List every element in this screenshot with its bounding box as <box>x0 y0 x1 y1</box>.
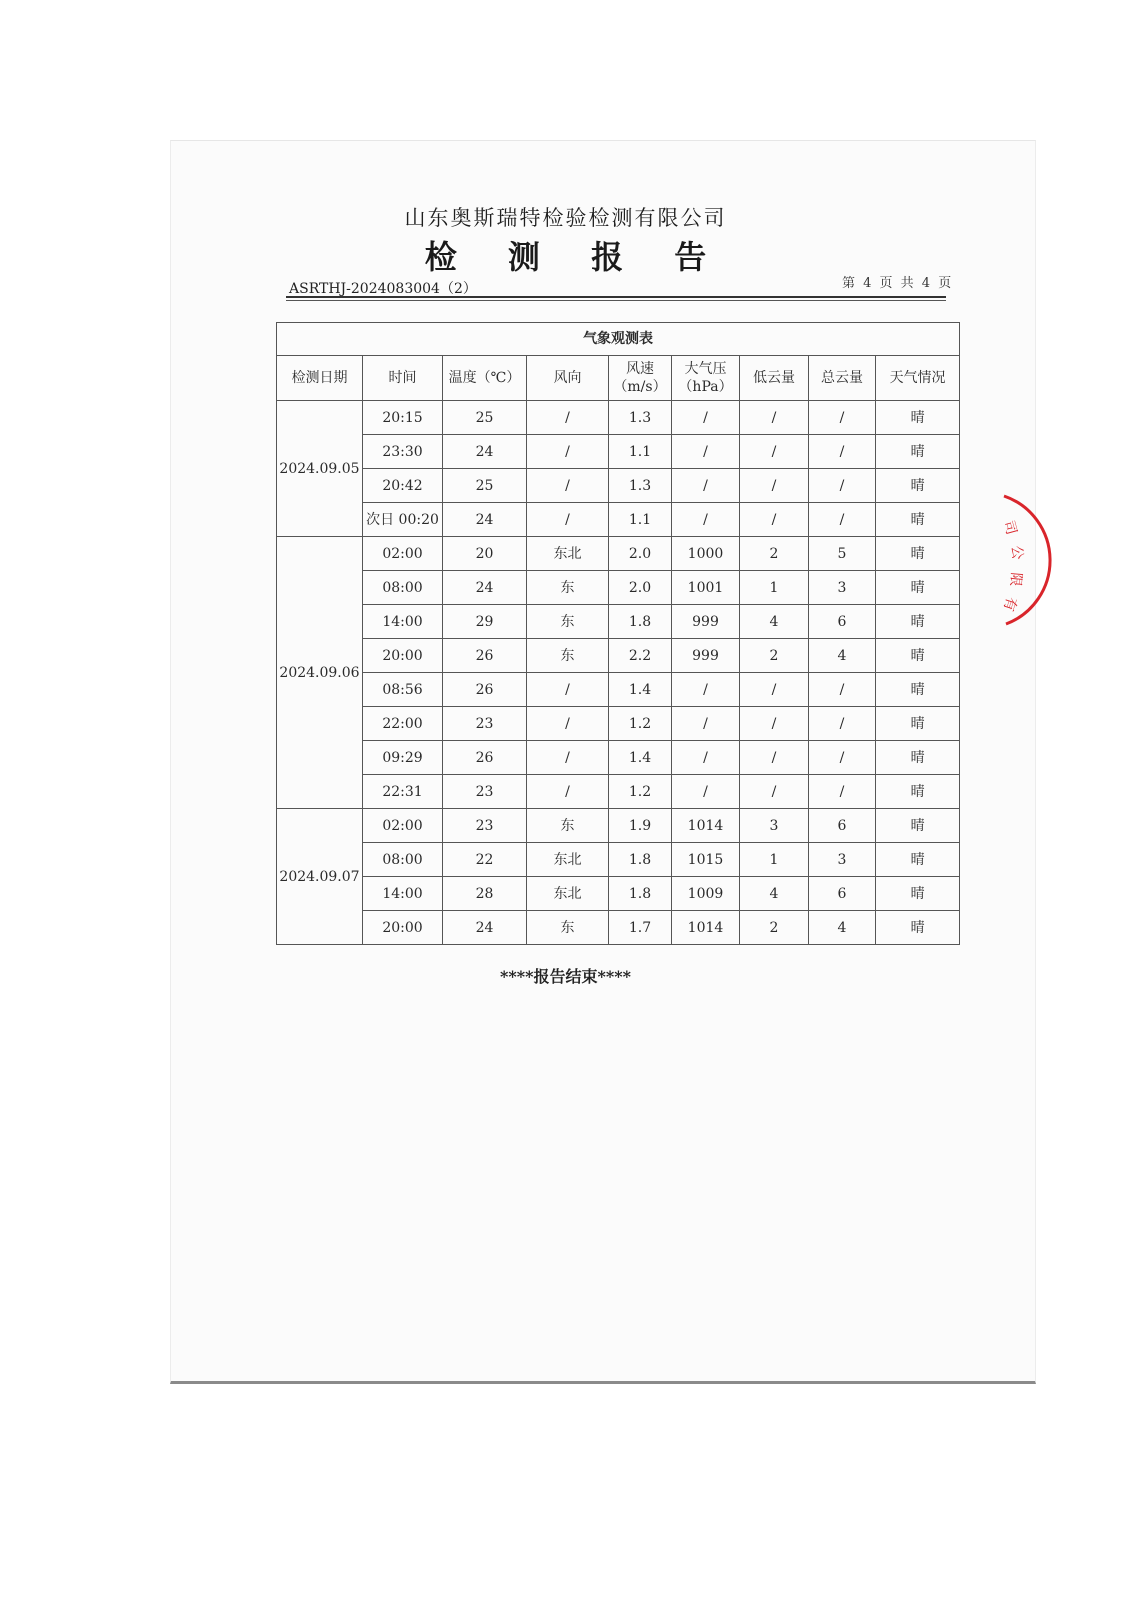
cell-low-cloud: 2 <box>740 639 809 673</box>
cell-wind-speed: 1.8 <box>609 843 672 877</box>
cell-wind-direction: / <box>527 741 609 775</box>
cell-total-cloud: / <box>809 503 876 537</box>
cell-wind-speed: 1.7 <box>609 911 672 945</box>
cell-time: 22:00 <box>363 707 443 741</box>
table-row <box>277 571 960 605</box>
cell-pressure: / <box>672 707 740 741</box>
header-rule-thin <box>286 300 946 301</box>
table-row <box>277 809 960 843</box>
cell-weather: 晴 <box>876 571 960 605</box>
table-row <box>277 605 960 639</box>
cell-weather: 晴 <box>876 741 960 775</box>
cell-pressure: / <box>672 673 740 707</box>
cell-total-cloud: 6 <box>809 809 876 843</box>
cell-temperature: 26 <box>443 639 527 673</box>
cell-total-cloud: 4 <box>809 639 876 673</box>
company-name: 山东奥斯瑞特检验检测有限公司 <box>404 206 727 230</box>
cell-wind-speed: 1.8 <box>609 877 672 911</box>
cell-low-cloud: 1 <box>740 843 809 877</box>
cell-total-cloud: 6 <box>809 605 876 639</box>
report-title: 检 测 报 告 <box>424 238 727 276</box>
cell-wind-direction: 东北 <box>527 537 609 571</box>
cell-wind-speed: 2.2 <box>609 639 672 673</box>
cell-wind-direction: / <box>527 673 609 707</box>
cell-time: 02:00 <box>363 809 443 843</box>
cell-low-cloud: / <box>740 741 809 775</box>
cell-total-cloud: / <box>809 673 876 707</box>
cell-wind-speed: 1.3 <box>609 401 672 435</box>
cell-wind-speed: 1.8 <box>609 605 672 639</box>
cell-weather: 晴 <box>876 775 960 809</box>
cell-low-cloud: / <box>740 673 809 707</box>
col-header-date: 检测日期 <box>277 356 363 401</box>
weather-observation-table <box>276 322 960 945</box>
cell-temperature: 24 <box>443 571 527 605</box>
report-end-mark: ****报告结束**** <box>500 967 631 986</box>
cell-weather: 晴 <box>876 435 960 469</box>
cell-pressure: / <box>672 775 740 809</box>
cell-time: 09:29 <box>363 741 443 775</box>
cell-temperature: 26 <box>443 741 527 775</box>
svg-text:公: 公 <box>1008 544 1026 561</box>
table-header-row <box>277 356 960 401</box>
cell-time: 08:00 <box>363 571 443 605</box>
cell-time: 次日 00:20 <box>363 503 443 537</box>
col-header-total-cloud: 总云量 <box>809 356 876 401</box>
cell-wind-direction: 东 <box>527 639 609 673</box>
cell-low-cloud: 2 <box>740 537 809 571</box>
table-row <box>277 673 960 707</box>
col-header-wind-speed: 风速（m/s） <box>609 356 672 401</box>
svg-text:有: 有 <box>999 594 1020 614</box>
table-row <box>277 843 960 877</box>
cell-total-cloud: 6 <box>809 877 876 911</box>
cell-wind-speed: 1.2 <box>609 775 672 809</box>
col-header-time: 时间 <box>363 356 443 401</box>
cell-temperature: 24 <box>443 435 527 469</box>
cell-time: 14:00 <box>363 605 443 639</box>
cell-temperature: 25 <box>443 401 527 435</box>
col-header-low-cloud: 低云量 <box>740 356 809 401</box>
cell-weather: 晴 <box>876 503 960 537</box>
cell-total-cloud: 5 <box>809 537 876 571</box>
cell-temperature: 25 <box>443 469 527 503</box>
cell-wind-direction: 东 <box>527 911 609 945</box>
cell-weather: 晴 <box>876 673 960 707</box>
cell-wind-direction: 东北 <box>527 843 609 877</box>
cell-wind-direction: / <box>527 401 609 435</box>
cell-pressure: 1015 <box>672 843 740 877</box>
cell-pressure: / <box>672 741 740 775</box>
cell-wind-direction: 东 <box>527 605 609 639</box>
cell-time: 20:15 <box>363 401 443 435</box>
cell-time: 08:56 <box>363 673 443 707</box>
table-row <box>277 435 960 469</box>
cell-low-cloud: / <box>740 775 809 809</box>
cell-low-cloud: / <box>740 707 809 741</box>
cell-wind-direction: 东北 <box>527 877 609 911</box>
table-body <box>277 401 960 945</box>
cell-total-cloud: / <box>809 435 876 469</box>
page-indicator: 第 4 页 共 4 页 <box>842 276 954 291</box>
cell-wind-speed: 1.4 <box>609 673 672 707</box>
header-rule <box>286 296 946 298</box>
cell-wind-speed: 1.3 <box>609 469 672 503</box>
cell-date: 2024.09.06 <box>277 537 363 809</box>
cell-weather: 晴 <box>876 843 960 877</box>
cell-low-cloud: 4 <box>740 605 809 639</box>
cell-pressure: 999 <box>672 605 740 639</box>
cell-temperature: 24 <box>443 911 527 945</box>
cell-pressure: 999 <box>672 639 740 673</box>
cell-wind-speed: 2.0 <box>609 537 672 571</box>
cell-pressure: 1000 <box>672 537 740 571</box>
cell-low-cloud: / <box>740 503 809 537</box>
cell-total-cloud: / <box>809 401 876 435</box>
cell-weather: 晴 <box>876 809 960 843</box>
official-seal-stamp <box>982 490 1092 630</box>
cell-weather: 晴 <box>876 911 960 945</box>
cell-pressure: / <box>672 503 740 537</box>
cell-wind-speed: 1.1 <box>609 503 672 537</box>
cell-time: 20:00 <box>363 639 443 673</box>
report-number: ASRTHJ-2024083004（2） <box>289 281 477 297</box>
svg-text:司: 司 <box>1000 518 1020 537</box>
cell-wind-speed: 1.9 <box>609 809 672 843</box>
table-caption: 气象观测表 <box>277 323 960 356</box>
col-header-wind-direction: 风向 <box>527 356 609 401</box>
cell-wind-speed: 1.2 <box>609 707 672 741</box>
cell-time: 02:00 <box>363 537 443 571</box>
table-row <box>277 877 960 911</box>
cell-time: 22:31 <box>363 775 443 809</box>
table-row <box>277 775 960 809</box>
cell-pressure: 1014 <box>672 809 740 843</box>
cell-wind-direction: / <box>527 435 609 469</box>
col-header-weather: 天气情况 <box>876 356 960 401</box>
cell-weather: 晴 <box>876 639 960 673</box>
svg-text:限: 限 <box>1006 571 1024 587</box>
table-row <box>277 503 960 537</box>
cell-wind-direction: / <box>527 707 609 741</box>
cell-total-cloud: / <box>809 741 876 775</box>
col-header-temperature: 温度（℃） <box>443 356 527 401</box>
cell-temperature: 26 <box>443 673 527 707</box>
cell-time: 20:42 <box>363 469 443 503</box>
cell-temperature: 29 <box>443 605 527 639</box>
cell-pressure: / <box>672 401 740 435</box>
cell-pressure: 1001 <box>672 571 740 605</box>
table-row <box>277 707 960 741</box>
cell-total-cloud: 3 <box>809 571 876 605</box>
cell-low-cloud: 4 <box>740 877 809 911</box>
cell-total-cloud: 3 <box>809 843 876 877</box>
cell-total-cloud: / <box>809 775 876 809</box>
cell-pressure: / <box>672 435 740 469</box>
cell-wind-direction: / <box>527 469 609 503</box>
table-row <box>277 911 960 945</box>
cell-temperature: 23 <box>443 775 527 809</box>
col-header-pressure: 大气压（hPa） <box>672 356 740 401</box>
cell-pressure: / <box>672 469 740 503</box>
cell-date: 2024.09.07 <box>277 809 363 945</box>
cell-weather: 晴 <box>876 401 960 435</box>
cell-wind-speed: 1.4 <box>609 741 672 775</box>
table-row <box>277 401 960 435</box>
cell-time: 20:00 <box>363 911 443 945</box>
cell-time: 08:00 <box>363 843 443 877</box>
cell-total-cloud: / <box>809 707 876 741</box>
cell-temperature: 24 <box>443 503 527 537</box>
cell-weather: 晴 <box>876 469 960 503</box>
cell-low-cloud: 1 <box>740 571 809 605</box>
cell-wind-speed: 1.1 <box>609 435 672 469</box>
cell-weather: 晴 <box>876 605 960 639</box>
table-row <box>277 537 960 571</box>
cell-weather: 晴 <box>876 707 960 741</box>
table-row <box>277 639 960 673</box>
cell-temperature: 20 <box>443 537 527 571</box>
cell-temperature: 28 <box>443 877 527 911</box>
cell-pressure: 1014 <box>672 911 740 945</box>
cell-time: 14:00 <box>363 877 443 911</box>
cell-temperature: 23 <box>443 809 527 843</box>
table-row <box>277 741 960 775</box>
cell-weather: 晴 <box>876 537 960 571</box>
cell-low-cloud: 3 <box>740 809 809 843</box>
cell-total-cloud: 4 <box>809 911 876 945</box>
cell-wind-direction: 东 <box>527 809 609 843</box>
cell-low-cloud: 2 <box>740 911 809 945</box>
cell-temperature: 22 <box>443 843 527 877</box>
cell-date: 2024.09.05 <box>277 401 363 537</box>
cell-wind-direction: 东 <box>527 571 609 605</box>
cell-wind-speed: 2.0 <box>609 571 672 605</box>
cell-temperature: 23 <box>443 707 527 741</box>
cell-low-cloud: / <box>740 401 809 435</box>
cell-pressure: 1009 <box>672 877 740 911</box>
cell-wind-direction: / <box>527 775 609 809</box>
cell-weather: 晴 <box>876 877 960 911</box>
cell-total-cloud: / <box>809 469 876 503</box>
cell-wind-direction: / <box>527 503 609 537</box>
table-row <box>277 469 960 503</box>
cell-time: 23:30 <box>363 435 443 469</box>
cell-low-cloud: / <box>740 469 809 503</box>
cell-low-cloud: / <box>740 435 809 469</box>
